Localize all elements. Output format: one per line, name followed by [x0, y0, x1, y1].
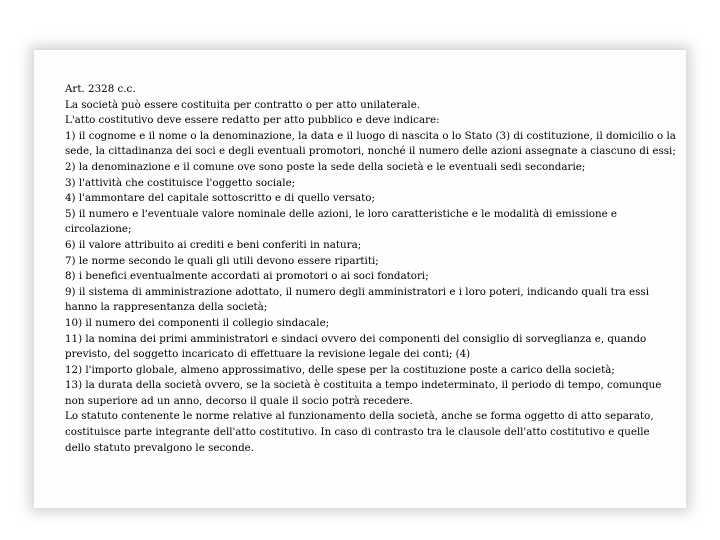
- article-intro: La società può essere costituita per contratto o per atto unilaterale.: [65, 98, 421, 111]
- article-item-9: 9) il sistema di amministrazione adottato, il numero degli amministratori e i loro poteri, indicando quali tra essi hanno la rappresentanza della società;: [65, 285, 650, 314]
- article-item-7: 7) le norme secondo le quali gli utili devono essere ripartiti;: [65, 254, 379, 267]
- article-item-1: 1) il cognome e il nome o la denominazione, la data e il luogo di nascita o lo Stato (3) di costituzione, il domicilio o la sede, la cittadinanza dei soci e degli eventuali promotori, nonché il numero delle azioni assegnate a ciascuno di essi;: [65, 129, 676, 158]
- article-lead: L'atto costitutivo deve essere redatto per atto pubblico e deve indicare:: [65, 114, 440, 127]
- article-item-3: 3) l'attività che costituisce l'oggetto sociale;: [65, 176, 296, 189]
- article-item-10: 10) il numero dei componenti il collegio sindacale;: [65, 316, 330, 329]
- article-text: [65, 82, 677, 456]
- article-item-2: 2) la denominazione e il comune ove sono poste la sede della società e le eventuali sedi secondarie;: [65, 160, 586, 173]
- article-item-6: 6) il valore attribuito ai crediti e beni conferiti in natura;: [65, 238, 362, 251]
- article-title: Art. 2328 c.c.: [65, 83, 136, 95]
- article-item-8: 8) i benefici eventualmente accordati ai promotori o ai soci fondatori;: [65, 270, 429, 283]
- article-closing: Lo statuto contenente le norme relative al funzionamento della società, anche se forma oggetto di atto separato, costituisce parte integrante dell'atto costitutivo. In caso di contrasto tra le clausole dell'atto costitutivo e quelle dello statuto prevalgono le seconde.: [65, 410, 654, 454]
- article-item-11: 11) la nomina dei primi amministratori e sindaci ovvero dei componenti del consiglio di sorveglianza e, quando previsto, del soggetto incaricato di effettuare la revisione legale dei conti; (4): [65, 332, 647, 361]
- article-item-5: 5) il numero e l'eventuale valore nominale delle azioni, le loro caratteristiche e le modalità di emissione e circolazione;: [65, 207, 618, 236]
- article-item-13: 13) la durata della società ovvero, se la società è costituita a tempo indeterminato, il periodo di tempo, comunque non superiore ad un anno, decorso il quale il socio potrà recedere.: [65, 379, 662, 407]
- article-item-4: 4) l'ammontare del capitale sottoscritto e di quello versato;: [65, 192, 375, 205]
- article-item-12: 12) l'importo globale, almeno approssimativo, delle spese per la costituzione poste a carico della società;: [65, 363, 615, 376]
